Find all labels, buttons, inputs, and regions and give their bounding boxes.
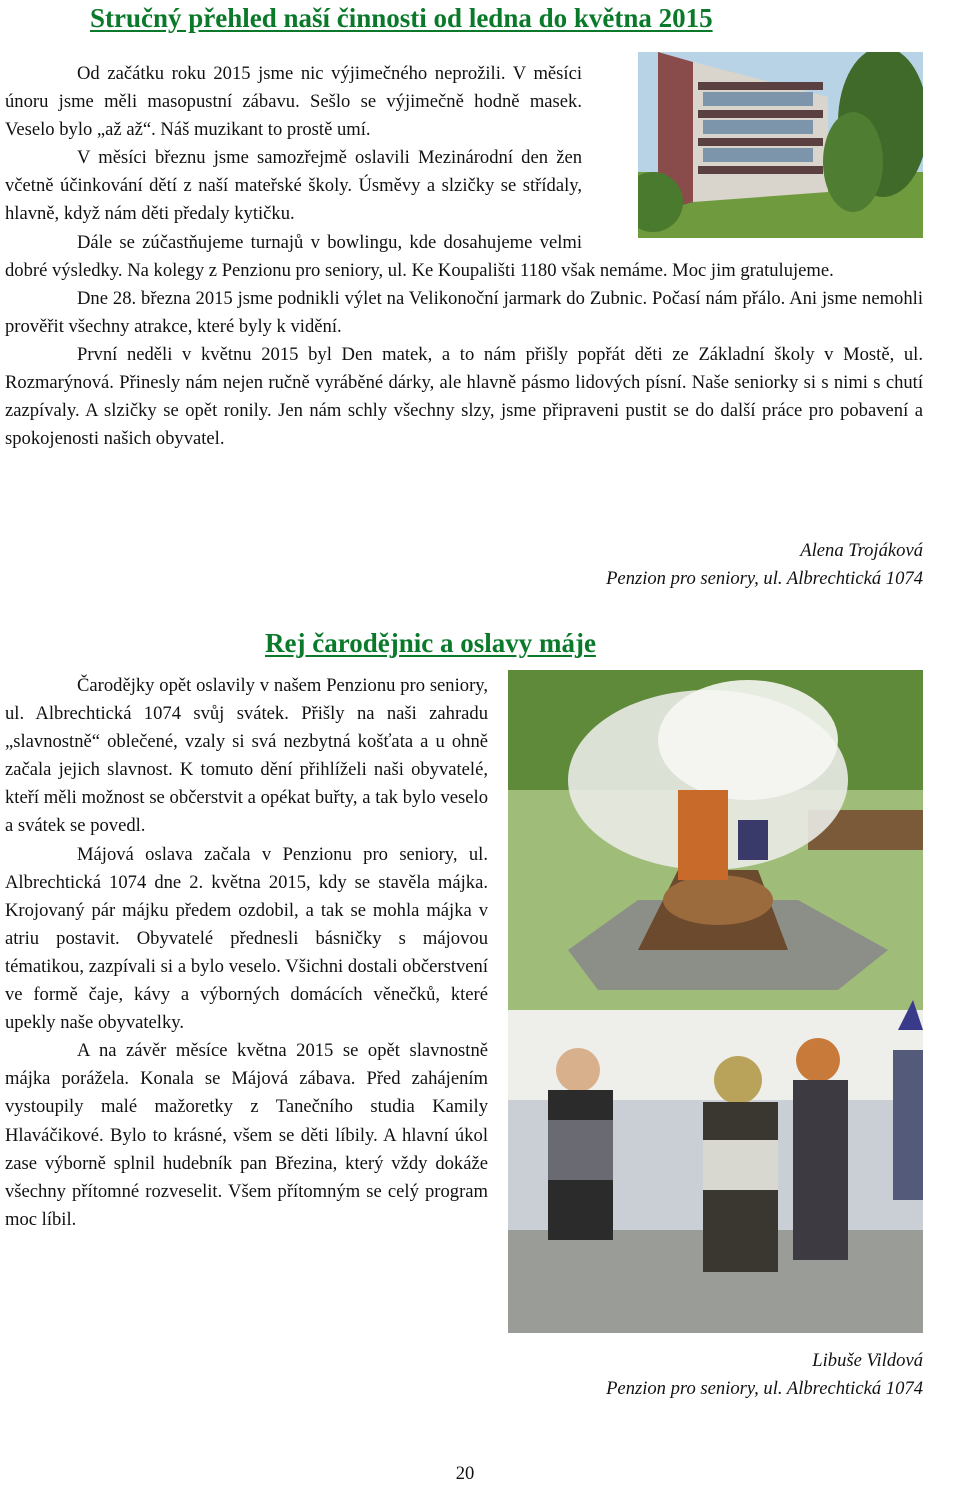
signature-organization: Penzion pro seniory, ul. Albrechtická 1074 — [606, 568, 923, 589]
paragraph: V měsíci březnu jsme samozřejmě oslavili Mezinárodní den žen včetně účinkování dětí z naší mateřské školy. Úsměvy a slzičky se střídaly, hlavně, když nám děti předaly kytičku. — [5, 147, 582, 225]
paragraph: Májová oslava začala v Penzionu pro seniory, ul. Albrechtická 1074 dne 2. května 2015, kdy se stavěla májka. Krojovaný pár májku předem ozdobil, a tak se mohla májka v atriu postavit. Obyvatelé přednesli básničky s májovou tématikou, zazpívali si a bylo veselo. Všichni dostali občerstvení ve formě čaje, kávy a výborných domácích věnečků, které upekly naše obyvatelky. — [5, 843, 488, 1034]
building-photo — [638, 52, 923, 238]
signature-name: Libuše Vildová — [812, 1350, 923, 1371]
paragraph: Dále se zúčastňujeme turnajů v bowlingu, kde dosahujeme velmi dobré výsledky. Na kolegy z Penzionu pro seniory, ul. Ke Koupališti 1180 však nemáme. Moc jim gratulujeme. — [5, 231, 834, 281]
paragraph: Dne 28. března 2015 jsme podnikli výlet na Velikonoční jarmark do Zubnic. Počasí nám přálo. Ani jsme nemohli prověřit všechny atrakce, které byly k vidění. — [5, 287, 923, 337]
paragraph: A na závěr měsíce května 2015 se opět slavnostně májka porážela. Konala se Májová zábava. Před zahájením vystoupily malé mažoretky z Tanečního studia Kamily Hlaváčikové. Bylo to krásné, všem se děti líbily. A hlavní úkol zase výborně splnil hudebník pan Březina, který vždy dokáže všechny přítomné rozveselit. Všem přítomným se celý program moc líbil. — [5, 1040, 488, 1230]
section-title-witches: Rej čarodějnic a oslavy máje — [265, 628, 596, 658]
bonfire-witches-illustration — [508, 670, 923, 1333]
section-title-activities: Stručný přehled naší činnosti od ledna do května 2015 — [90, 3, 713, 33]
section1-body — [5, 60, 923, 453]
page-number: 20 — [455, 1463, 475, 1484]
paragraph: Čarodějky opět oslavily v našem Penzionu pro seniory, ul. Albrechtická 1074 svůj svátek. Přišly na naši zahradu „slavnostně“ oblečené, vzaly si svá nezbytná košťata a u ohně začala jejich slavnost. K tomuto dění přihlíželi naši obyvatelé, kteří měli možnost se občerstvit a opékat buřty, a tak bylo veselo a svátek se povedl. — [5, 675, 488, 837]
paragraph: První neděli v květnu 2015 byl Den matek, a to nám přišly popřát děti ze Základní školy v Mostě, ul. Rozmarýnová. Přinesly nám nejen ručně vyráběné dárky, ale hlavně pásmo lidových písní. Naše seniorky si s nimi s chutí zazpívaly. A slzičky se opět ronily. Jen nám schly všechny slzy, jsme připraveni pustit se do další práce pro pobavení a spokojenosti našich obyvatel. — [5, 343, 923, 450]
building-photo-illustration — [638, 52, 923, 238]
signature-name: Alena Trojáková — [800, 540, 923, 561]
signature-organization: Penzion pro seniory, ul. Albrechtická 1074 — [606, 1378, 923, 1399]
bonfire-photo-collage — [508, 670, 923, 1333]
paragraph: Od začátku roku 2015 jsme nic výjimečného neprožili. V měsíci únoru jsme měli masopustní zábavu. Sešlo se výjimečně hodně masek. Veselo bylo „až až“. Náš muzikant to prostě umí. — [5, 63, 582, 141]
section2-body — [5, 672, 923, 1333]
